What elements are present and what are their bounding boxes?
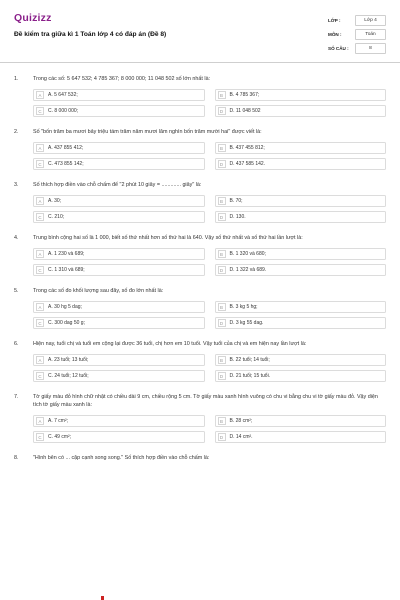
- answer-option[interactable]: [215, 370, 387, 382]
- option-text: C. 49 cm²;: [48, 434, 72, 440]
- option-letter-box: B: [218, 250, 226, 258]
- option-letter-box: D: [218, 213, 226, 221]
- meta-label: MÔN :: [328, 31, 342, 37]
- question-line: [14, 128, 386, 136]
- answer-options: [33, 301, 386, 329]
- option-text: C. 24 tuổi; 12 tuổi;: [48, 373, 89, 379]
- question-text: Tờ giấy màu đỏ hình chữ nhật có chiều dài 9 cm, chiều rộng 5 cm. Tờ giấy màu xanh hình vuông có chu vi bằng chu vi tờ giấy màu đỏ. Vậy diện tích tờ giấy màu xanh là:: [33, 394, 378, 408]
- question-text: Số thích hợp điền vào chỗ chấm để "2 phút 10 giây = ............. giây" là:: [33, 182, 202, 188]
- option-letter-box: A: [36, 250, 44, 258]
- option-letter-box: A: [36, 197, 44, 205]
- option-text: D. 1 322 và 689.: [229, 267, 267, 273]
- option-letter-box: B: [218, 197, 226, 205]
- answer-option[interactable]: [215, 354, 387, 366]
- question-line: [14, 181, 386, 189]
- question-item: [14, 128, 386, 170]
- answer-option[interactable]: [33, 354, 205, 366]
- option-letter-box: A: [36, 356, 44, 364]
- answer-options: [33, 415, 386, 443]
- option-text: B. 3 kg 5 hg;: [229, 304, 258, 310]
- option-text: D. 21 tuổi; 15 tuổi.: [229, 373, 271, 379]
- option-text: D. 130.: [229, 214, 246, 220]
- option-letter-box: D: [218, 266, 226, 274]
- meta-row-count: [328, 42, 386, 54]
- meta-value: 8: [355, 43, 386, 54]
- option-text: C. 1 310 và 689;: [48, 267, 85, 273]
- answer-option[interactable]: [33, 301, 205, 313]
- option-letter-box: D: [218, 372, 226, 380]
- question-text: Số "bốn trăm ba mươi bảy triệu tám trăm năm mươi lăm nghìn bốn trăm mười hai" được viết là:: [33, 129, 262, 135]
- question-number: 4.: [14, 235, 19, 241]
- question-line: [14, 75, 386, 83]
- option-text: B. 4 785 367;: [229, 92, 260, 98]
- option-text: C. 8 000 000;: [48, 108, 79, 114]
- option-letter-box: C: [36, 213, 44, 221]
- option-text: B. 437 455 812;: [229, 145, 265, 151]
- answer-option[interactable]: [215, 301, 387, 313]
- answer-option[interactable]: [215, 415, 387, 427]
- option-letter-box: D: [218, 319, 226, 327]
- answer-option[interactable]: [215, 248, 387, 260]
- answer-option[interactable]: [215, 195, 387, 207]
- worksheet-title: Đề kiểm tra giữa kì 1 Toán lớp 4 có đáp án (Đề 8): [14, 31, 167, 38]
- option-letter-box: D: [218, 107, 226, 115]
- question-line: [14, 287, 386, 295]
- meta-panel: [328, 14, 386, 56]
- answer-option[interactable]: [33, 415, 205, 427]
- option-text: C. 473 855 142;: [48, 161, 84, 167]
- question-list: [0, 63, 400, 462]
- answer-option[interactable]: [33, 105, 205, 117]
- option-text: A. 30 hg 5 dag;: [48, 304, 82, 310]
- option-text: B. 22 tuổi; 14 tuổi;: [229, 357, 270, 363]
- meta-value: Toán: [355, 29, 386, 40]
- option-text: D. 11 048 502: [229, 108, 261, 114]
- option-text: B. 28 cm²;: [229, 418, 253, 424]
- meta-value: Lớp 4: [355, 15, 386, 26]
- question-number: 5.: [14, 288, 19, 294]
- option-letter-box: A: [36, 303, 44, 311]
- question-number: 1.: [14, 76, 19, 82]
- meta-row-subject: [328, 28, 386, 40]
- answer-option[interactable]: [215, 317, 387, 329]
- answer-options: [33, 248, 386, 276]
- question-line: [14, 234, 386, 242]
- option-text: C. 300 dag 50 g;: [48, 320, 85, 326]
- option-text: A. 437 855 412;: [48, 145, 84, 151]
- option-letter-box: C: [36, 319, 44, 327]
- option-letter-box: C: [36, 107, 44, 115]
- question-text: Hiện nay, tuổi chị và tuổi em cộng lại được 36 tuổi, chị hơn em 10 tuổi. Vậy tuổi của chị và em hiện nay lần lượt là:: [33, 341, 307, 347]
- option-text: A. 1 230 và 689;: [48, 251, 85, 257]
- answer-option[interactable]: [33, 211, 205, 223]
- option-text: A. 30;: [48, 198, 62, 204]
- question-number: 2.: [14, 129, 19, 135]
- meta-label: LỚP :: [328, 17, 341, 23]
- option-letter-box: A: [36, 91, 44, 99]
- option-text: A. 23 tuổi; 13 tuổi;: [48, 357, 89, 363]
- question-text: Trong các số: 5 647 532; 4 785 367; 8 000 000; 11 048 502 số lớn nhất là:: [33, 76, 211, 82]
- option-text: C. 210;: [48, 214, 65, 220]
- answer-option[interactable]: [215, 431, 387, 443]
- question-text: Trung bình cộng hai số là 1 000, biết số thứ nhất hơn số thứ hai là 640. Vậy số thứ nhất và số thứ hai lần lượt là:: [33, 235, 303, 241]
- question-item: [14, 234, 386, 276]
- answer-option[interactable]: [33, 142, 205, 154]
- option-letter-box: B: [218, 417, 226, 425]
- option-letter-box: B: [218, 356, 226, 364]
- answer-option[interactable]: [215, 105, 387, 117]
- question-number: 6.: [14, 341, 19, 347]
- option-letter-box: C: [36, 160, 44, 168]
- answer-options: [33, 195, 386, 223]
- answer-option[interactable]: [215, 89, 387, 101]
- answer-options: [33, 142, 386, 170]
- question-item: [14, 287, 386, 329]
- answer-options: [33, 89, 386, 117]
- option-letter-box: B: [218, 144, 226, 152]
- question-number: 3.: [14, 182, 19, 188]
- option-letter-box: B: [218, 91, 226, 99]
- figure-partial: [33, 594, 113, 600]
- meta-row-class: [328, 14, 386, 26]
- question-line: [14, 393, 386, 409]
- answer-option[interactable]: [215, 142, 387, 154]
- answer-option[interactable]: [33, 89, 205, 101]
- option-letter-box: C: [36, 433, 44, 441]
- answer-option[interactable]: [33, 264, 205, 276]
- option-letter-box: D: [218, 160, 226, 168]
- option-text: B. 1 320 và 680;: [229, 251, 266, 257]
- option-text: A. 5 647 532;: [48, 92, 78, 98]
- answer-option[interactable]: [215, 211, 387, 223]
- answer-option[interactable]: [215, 158, 387, 170]
- answer-option[interactable]: [33, 431, 205, 443]
- question-number: 8.: [14, 455, 19, 461]
- question-item: [14, 340, 386, 382]
- answer-option[interactable]: [33, 158, 205, 170]
- question-item: [14, 75, 386, 117]
- question-line: [14, 340, 386, 348]
- option-text: B. 70;: [229, 198, 243, 204]
- question-item: [14, 393, 386, 443]
- option-letter-box: B: [218, 303, 226, 311]
- answer-option[interactable]: [33, 195, 205, 207]
- option-letter-box: A: [36, 417, 44, 425]
- option-letter-box: C: [36, 372, 44, 380]
- question-text: Trong các số đo khối lượng sau đây, số đo lớn nhất là:: [33, 288, 164, 294]
- figure-mark: [101, 596, 104, 600]
- option-text: D. 14 cm².: [229, 434, 253, 440]
- answer-option[interactable]: [33, 370, 205, 382]
- option-letter-box: A: [36, 144, 44, 152]
- option-letter-box: D: [218, 433, 226, 441]
- question-text: "Hình bên có ... cặp cạnh song song." Số thích hợp điền vào chỗ chấm là:: [33, 455, 210, 461]
- question-item: [14, 181, 386, 223]
- quizizz-logo: Quizizz: [14, 12, 52, 24]
- answer-options: [33, 354, 386, 382]
- meta-label: SỐ CÂU :: [328, 45, 349, 51]
- question-number: 7.: [14, 394, 19, 400]
- option-text: D. 3 kg 55 dag.: [229, 320, 264, 326]
- option-text: A. 7 cm²;: [48, 418, 69, 424]
- worksheet-header: [0, 0, 400, 62]
- answer-option[interactable]: [33, 248, 205, 260]
- option-letter-box: C: [36, 266, 44, 274]
- answer-option[interactable]: [33, 317, 205, 329]
- question-item: [14, 454, 386, 462]
- answer-option[interactable]: [215, 264, 387, 276]
- option-text: D. 437 585 142.: [229, 161, 266, 167]
- question-line: [14, 454, 386, 462]
